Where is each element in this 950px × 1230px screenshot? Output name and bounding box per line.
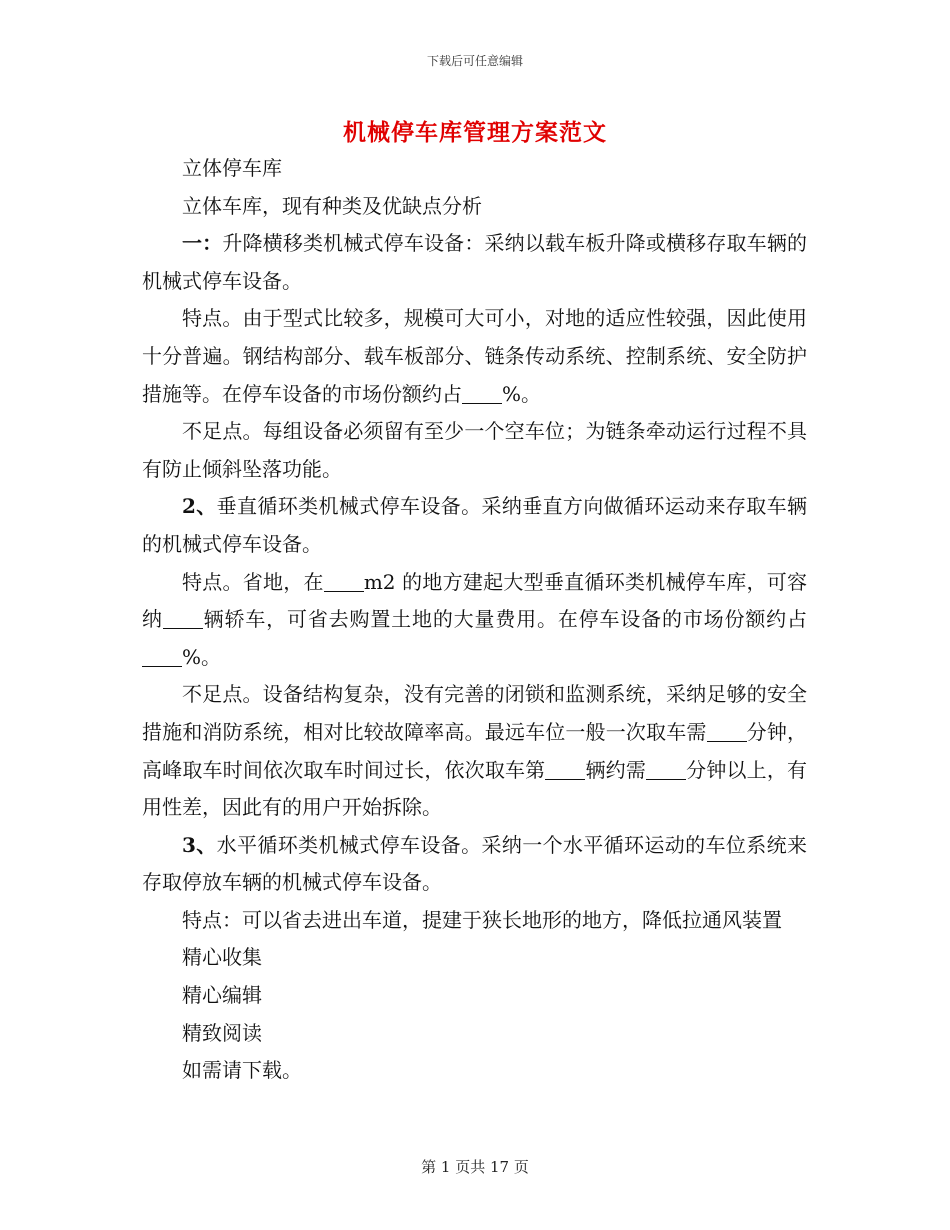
paragraph-text: 分钟以上，有用性差，因此有的用户开始拆除。 [142,757,808,820]
paragraph-text: 水平循环类机械式停车设备。采纳一个水平循环运动的车位系统来存取停放车辆的机械式停车设备。 [142,832,807,895]
paragraph [142,225,807,300]
blank-underline [545,759,585,780]
paragraph-text: 特点。省地，在 [182,569,324,594]
paragraph: 不足点。每组设备必须留有至少一个空车位；为链条牵动运行过程不具有防止倾斜坠落功能。 [142,419,807,481]
paragraph-text: 升降横移类机械式停车设备：采纳以载车板升降或横移存取车辆的机械式停车设备。 [142,231,808,293]
paragraph: 精致阅读 [182,1020,262,1045]
paragraph-text: %。 [182,644,222,669]
paragraph [142,300,807,413]
blank-underline [646,759,686,780]
paragraph: 立体停车库 [182,156,282,180]
paragraph-text: 辆约需 [585,757,647,782]
paragraph [142,564,807,677]
paragraph: 精心收集 [182,945,262,970]
paragraph-text: 不足点。设备结构复杂，没有完善的闭锁和监测系统，采纳足够的安全措施和消防系统，相对比较故障率高。最远车位一般一次取车需 [142,682,807,744]
paragraph: 精心编辑 [182,983,262,1008]
paragraph-text: 辆轿车，可省去购置土地的大量费用。在停车设备的市场份额约占 [202,607,808,632]
paragraph-text: 垂直循环类机械式停车设备。采纳垂直方向做循环运动来存取车辆的机械式停车设备。 [142,494,807,556]
document-title: 机械停车库管理方案范文 [343,119,607,146]
paragraph-text: 分钟，高峰取车时间依次取车时间过长，依次取车第 [142,719,807,782]
paragraph: 立体车库，现有种类及优缺点分析 [182,193,482,218]
document-body [142,150,807,1090]
blank-underline [324,571,364,592]
section-number: 3、 [182,832,217,857]
paragraph [142,827,807,902]
blank-underline [707,721,747,742]
page-header: 下载后可任意编辑 [426,54,523,68]
paragraph-text: m2 的地方建起大型垂直循环类机械停车库，可容纳 [142,569,808,632]
paragraph [142,676,807,826]
blank-underline [462,383,502,404]
blank-underline [142,646,182,667]
paragraph-text: %。 [502,381,542,406]
paragraph-text: 特点。由于型式比较多，规模可大可小，对地的适应性较强，因此使用十分普遍。钢结构部分、载车板部分、链条传动系统、控制系统、安全防护措施等。在停车设备的市场份额约占 [142,306,807,406]
paragraph: 如需请下载。 [182,1058,302,1083]
section-number: 2、 [182,494,217,519]
section-number: 一： [182,231,223,256]
paragraph: 特点：可以省去进出车道，提建于狭长地形的地方，降低拉通风装置 [182,907,782,932]
page-number-footer: 第 1 页共 17 页 [421,1158,529,1176]
paragraph [142,488,807,563]
blank-underline [163,608,203,629]
